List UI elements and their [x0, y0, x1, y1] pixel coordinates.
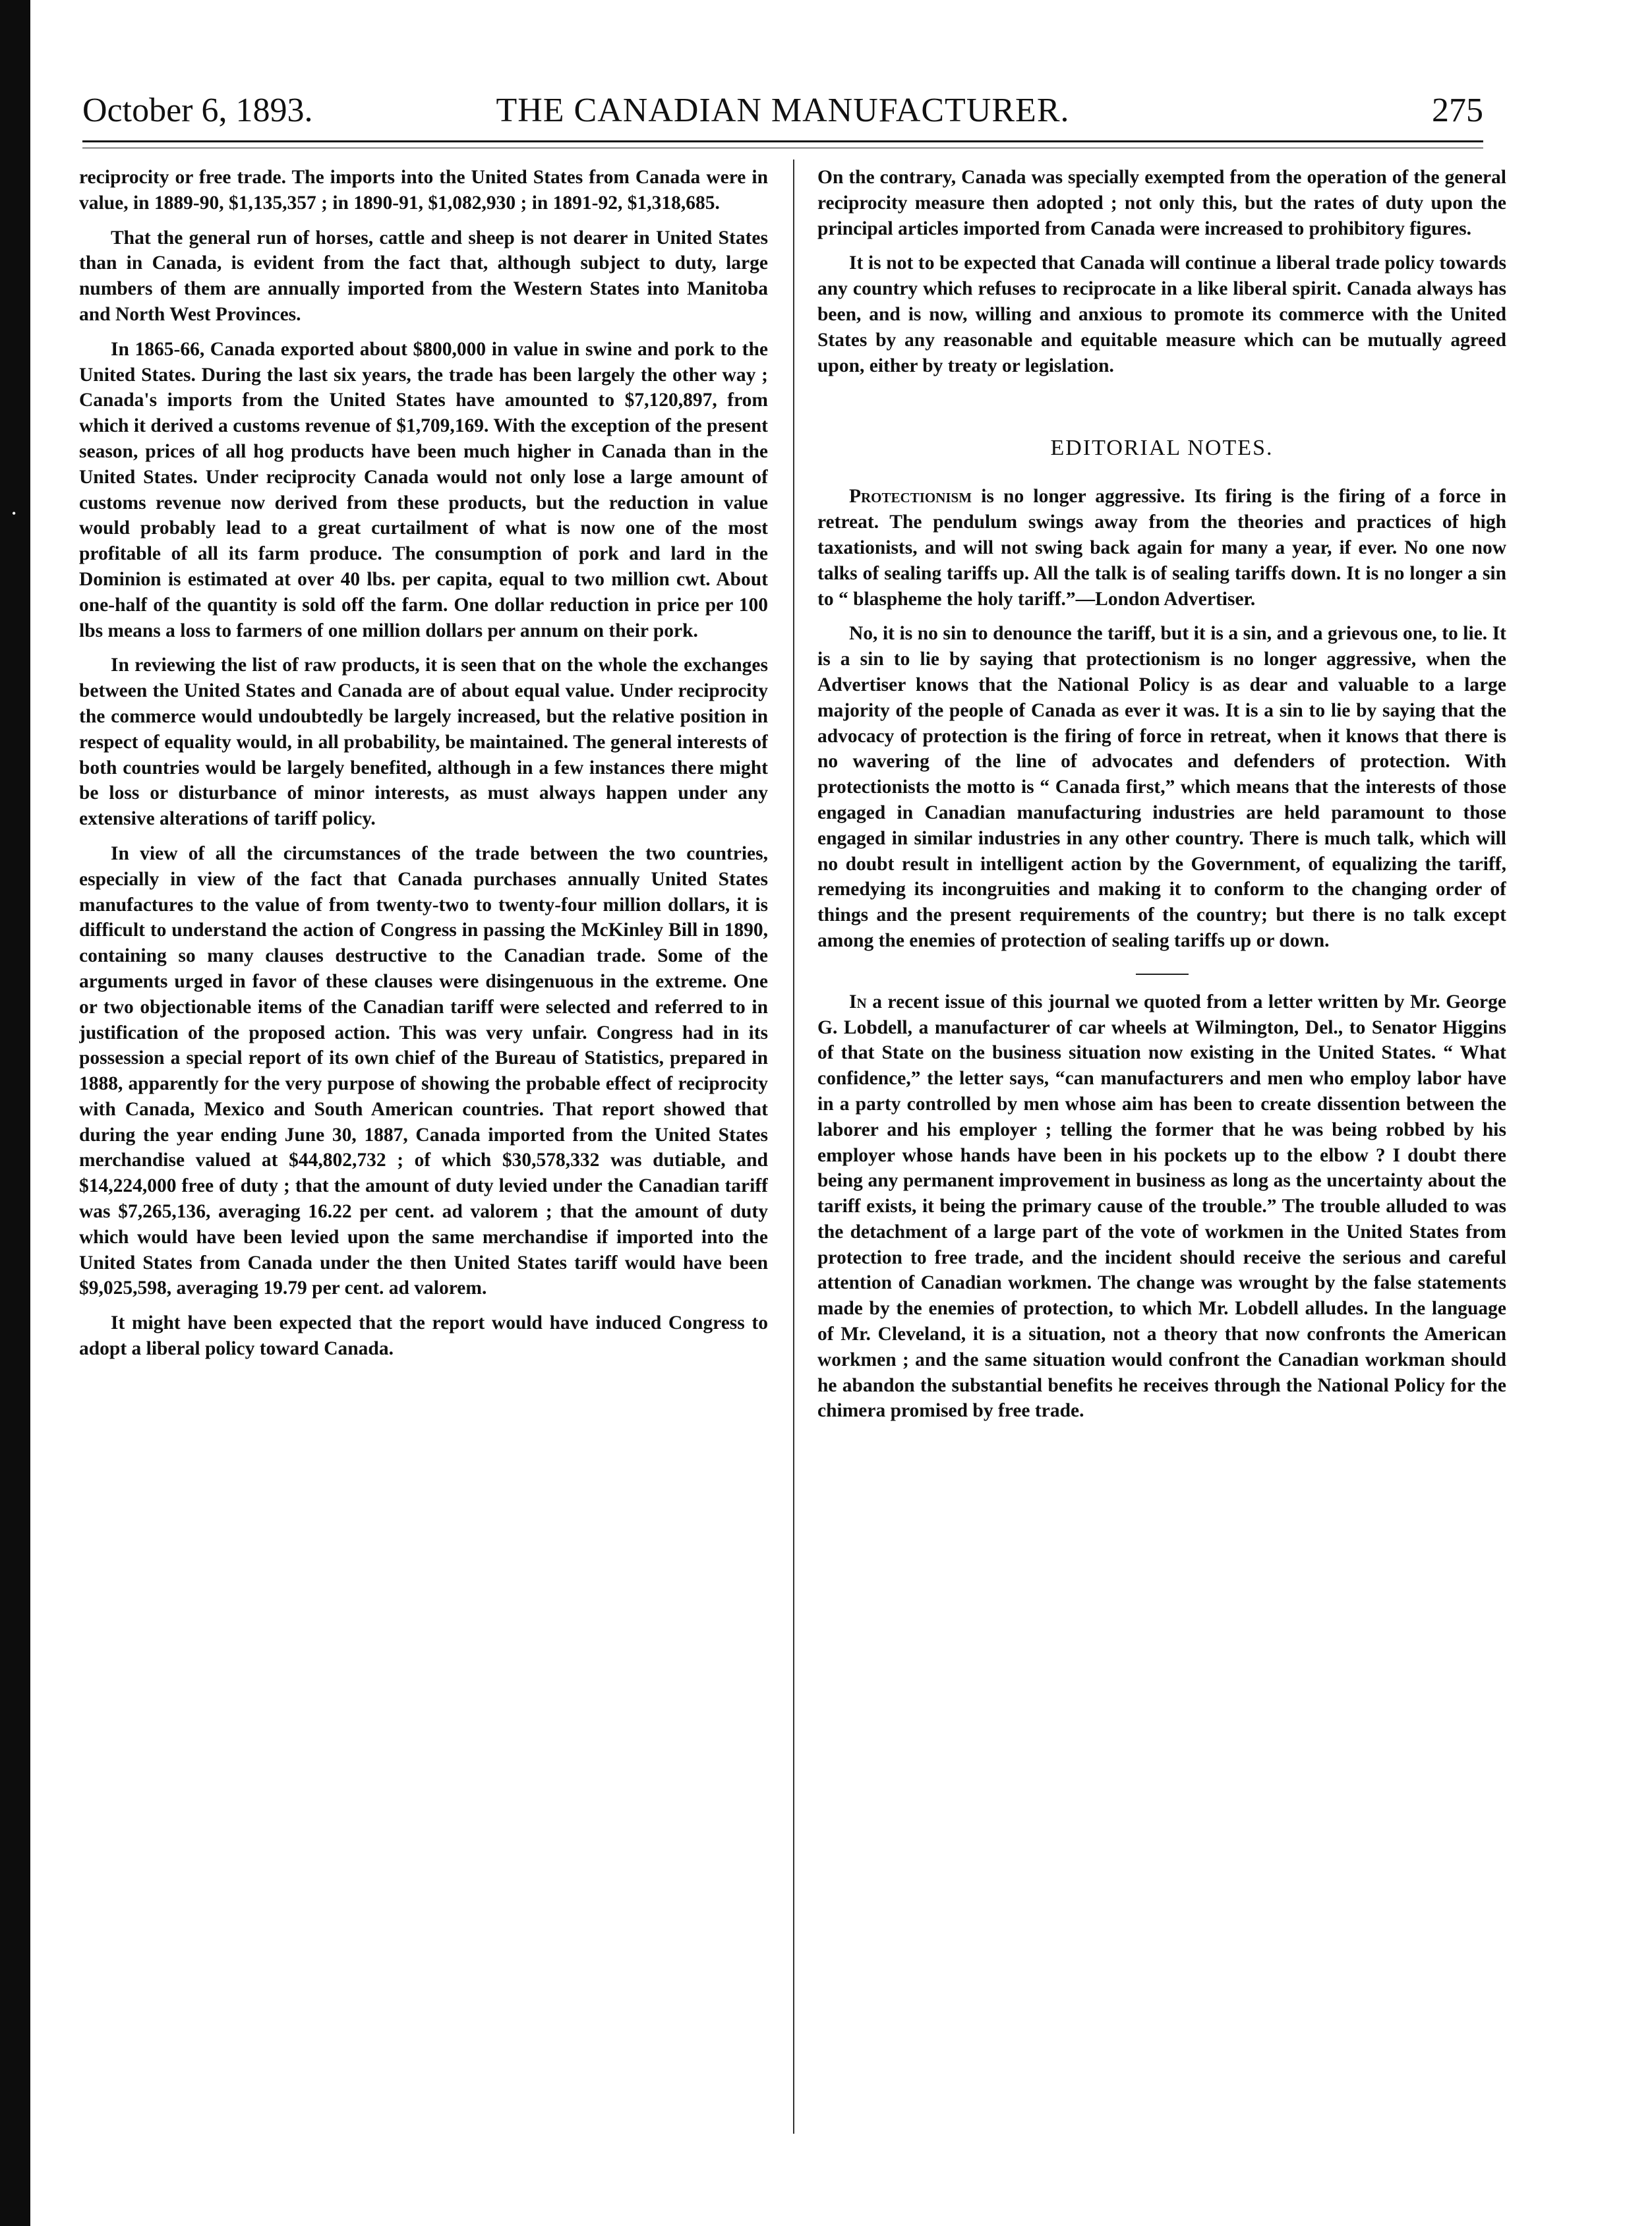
column-divider — [793, 160, 794, 2134]
scan-margin-mark-icon: • — [12, 507, 16, 520]
section-heading: EDITORIAL NOTES. — [1050, 436, 1274, 461]
paragraph: In reviewing the list of raw products, it is seen that on the whole the exchanges between the United States and Canada are of about equal value. Under reciprocity the commerce would undoubtedly be largely increased, but the relative position in respect of equality would, in all probability, be maintained. The general interests of both countries would be largely benefited, although in a few instances there might be loss or disturbance of minor interests, as must always happen under any extensive alterations of tariff policy. — [79, 655, 768, 830]
note-lead: In — [849, 991, 867, 1012]
issue-date: October 6, 1893. — [82, 92, 313, 129]
editorial-note — [817, 484, 1506, 612]
publication-title: THE CANADIAN MANUFACTURER. — [496, 92, 1070, 129]
scan-edge-bar — [0, 0, 30, 2226]
editorial-note — [817, 989, 1506, 1424]
paragraph: In view of all the circumstances of the trade between the two countries, especially in view of the fact that Canada purchases annually United States manufactures to the value of from twenty-two to twenty-four million dollars, it is difficult to understand the action of Congress in passing the McKinley Bill in 1890, containing so many clauses destructive to the Canadian trade. Some of the arguments urged in favor of these clauses were disingenuous in the extreme. One or two objectionable items of the Canadian tariff were selected and referred to in justification of the proposed action. This was very unfair. Congress had in its possession a special report of its own chief of the Bureau of Statistics, prepared in 1888, apparently for the very purpose of showing the probable effect of reciprocity with Canada, Mexico and South American countries. That report showed that during the year ending June 30, 1887, Canada imported from the United States merchandise valued at $44,802,732 ; of which $30,578,332 was dutiable, and $14,224,000 free of duty ; that the amount of duty levied under the Canadian tariff was $7,265,136, averaging 16.22 per cent. ad valorem ; that the amount of duty which would have been levied upon the same merchandise if imported into the United States from Canada under the then United States tariff would have been $9,025,598, averaging 19.79 per cent. ad valorem. — [79, 842, 768, 1299]
paragraph: In 1865-66, Canada exported about $800,000 in value in swine and pork to the United States. During the last six years, the trade has been largely the other way ; Canada's imports from the United States have amounted to $7,120,897, from which it derived a customs revenue of $1,709,169. With the exception of the present season, prices of all hog products have been much higher in Canada than in the United States. Under reciprocity Canada would not only lose a large amount of customs revenue now derived from these products, but the reduction in value would probably lead to a great curtailment of what is now one of the most profitable of all its farm produce. The consumption of pork and lard in the Dominion is estimated at over 40 lbs. per capita, equal to two million cwt. About one-half of the quantity is sold off the farm. One dollar reduction in price per 100 lbs means a loss to farmers of one million dollars per annum on their pork. — [79, 338, 768, 641]
header-rule — [82, 140, 1483, 148]
note-text: is no longer aggressive. Its firing is the firing of a force in retreat. The pendulum swings away from the theories and practices of high taxationists, and will not swing back again for many a year, if ever. No one now talks of sealing tariffs up. All the talk is of sealing tariffs down. It is no longer a sin to “ blaspheme the holy tariff.”—London Advertiser. — [817, 486, 1506, 610]
note-text: a recent issue of this journal we quoted from a letter written by Mr. George G. Lobdell, a manufacturer of car wheels at Wilmington, Del., to Senator Higgins of that State on the business situation now existing in the United States. “ What confidence,” the letter says, “can manufacturers and men who employ labor have in a party controlled by men whose aim has been to create dissention between the laborer and his employer ; telling the former that he was being robbed by his employer whose hands have been in his pockets up to the elbow ? I doubt there being any permanent improvement in business as long as the uncertainty about the tariff exists, it being the primary cause of the trouble.” The trouble alluded to was the detachment of a large part of the vote of workmen in the United States from protection to free trade, and the incident should receive the serious and careful attention of Canadian workmen. The change was wrought by the false statements made by the enemies of protection, to which Mr. Lobdell alludes. In the language of Mr. Cleveland, it is a situation, not a theory that now confronts the American workmen ; and the same situation would confront the Canadian workman should he abandon the substantial benefits he receives through the National Policy for the chimera promised by free trade. — [817, 991, 1506, 1422]
note-separator — [1136, 974, 1189, 975]
paragraph: It might have been expected that the report would have induced Congress to adopt a liberal policy toward Canada. — [79, 1312, 768, 1360]
paragraph: reciprocity or free trade. The imports into the United States from Canada were in value, in 1889-90, $1,135,357 ; in 1890-91, $1,082,930 ; in 1891-92, $1,318,685. — [79, 167, 768, 214]
right-column — [817, 165, 1506, 2136]
note-lead: Protectionism — [849, 486, 972, 508]
paragraph: That the general run of horses, cattle and sheep is not dearer in United States than in Canada, is evident from the fact that, although subject to duty, large numbers of them are annually imported from the Western States into Manitoba and North West Provinces. — [79, 227, 768, 325]
page-header — [82, 91, 1483, 137]
paragraph: On the contrary, Canada was specially exempted from the operation of the general reciprocity measure then adopted ; not only this, but the rates of duty upon the principal articles imported from Canada were increased to prohibitory figures. — [817, 167, 1506, 239]
editorial-note: No, it is no sin to denounce the tariff, but it is a sin, and a grievous one, to lie. It is a sin to lie by saying that protectionism is no longer aggressive, when the Advertiser knows that the National Policy is as dear and valuable to a large majority of the people of Canada as ever it was. It is a sin to lie by saying that the advocacy of protection is the firing of force in retreat, when it knows that there is no wavering of the line of advocates and defenders of protection. With protectionists the motto is “ Canada first,” which means that the interests of those engaged in Canadian manufacturing industries are held paramount to those engaged in similar industries in any other country. There is much talk, which will no doubt result in intelligent action by the Government, of equalizing the tariff, remedying its incongruities and making it to conform to the changing order of things and the present requirements of the country; but there is no talk except among the enemies of protection of sealing tariffs up or down. — [817, 623, 1506, 951]
paragraph: It is not to be expected that Canada will continue a liberal trade policy towards any country which refuses to reciprocate in a like liberal spirit. Canada always has been, and is now, willing and anxious to promote its commerce with the United States by any reasonable and equitable measure which can be mutually agreed upon, either by treaty or legislation. — [817, 252, 1506, 376]
left-column — [79, 165, 768, 2136]
page-number: 275 — [1432, 92, 1483, 129]
